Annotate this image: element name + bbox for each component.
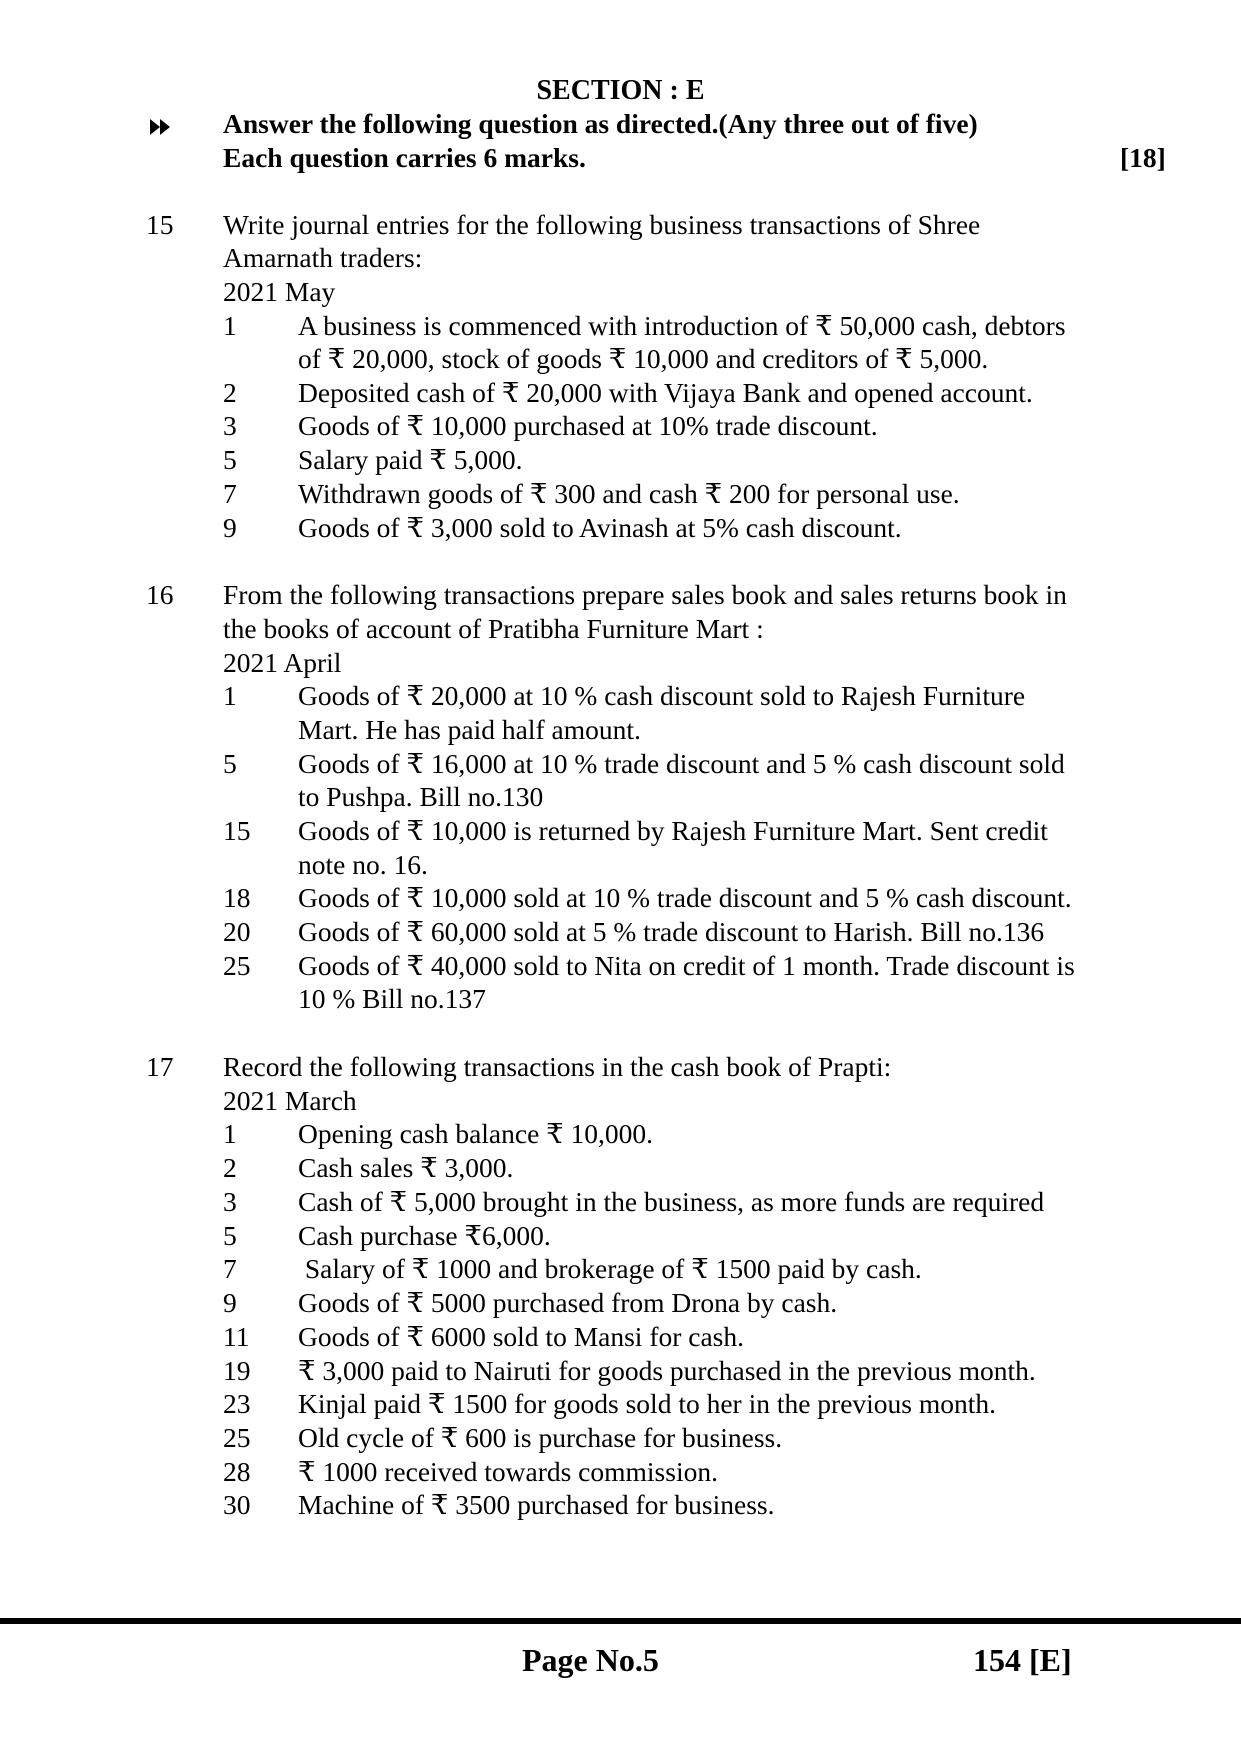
question-period: 2021 April [223, 647, 342, 678]
entry-text: Opening cash balance ₹ 10,000. [298, 1118, 654, 1149]
entry-text: Goods of ₹ 40,000 sold to Nita on credit of 1 month. Trade discount is [298, 950, 1075, 981]
entry-text: Cash sales ₹ 3,000. [298, 1152, 514, 1183]
entry-text: Goods of ₹ 10,000 purchased at 10% trade discount. [298, 410, 878, 441]
entry-date: 5 [223, 748, 237, 779]
entry-date: 2 [223, 377, 237, 408]
entry-text: Goods of ₹ 16,000 at 10 % trade discount and 5 % cash discount sold [298, 748, 1065, 779]
entry-text: Goods of ₹ 10,000 is returned by Rajesh Furniture Mart. Sent credit [298, 815, 1048, 846]
entry-date: 9 [223, 512, 237, 543]
entry-date: 28 [223, 1456, 251, 1487]
section-instruction: Answer the following question as directed.(Any three out of five) [223, 108, 978, 139]
entry-text: Goods of ₹ 20,000 at 10 % cash discount sold to Rajesh Furniture [298, 680, 1026, 711]
entry-date: 11 [223, 1321, 250, 1352]
entry-text: Kinjal paid ₹ 1500 for goods sold to her in the previous month. [298, 1388, 997, 1419]
entry-text: ₹ 1000 received towards commission. [298, 1456, 718, 1487]
entry-date: 18 [223, 882, 251, 913]
entry-date: 19 [223, 1355, 251, 1386]
entry-text: Cash of ₹ 5,000 brought in the business, as more funds are required [298, 1186, 1045, 1217]
entry-date: 20 [223, 916, 251, 947]
question-text: Amarnath traders: [223, 242, 423, 273]
entry-text: Mart. He has paid half amount. [298, 714, 641, 745]
entry-text: A business is commenced with introduction of ₹ 50,000 cash, debtors [298, 310, 1066, 341]
entry-date: 7 [223, 478, 237, 509]
entry-text: Old cycle of ₹ 600 is purchase for business. [298, 1422, 783, 1453]
entry-date: 7 [223, 1253, 237, 1284]
footer-divider [0, 1618, 1241, 1624]
question-period: 2021 March [223, 1085, 357, 1116]
question-text: the books of account of Pratibha Furniture Mart : [223, 613, 764, 644]
question-number: 17 [146, 1051, 174, 1082]
entry-text: Salary paid ₹ 5,000. [298, 444, 523, 475]
question-number: 15 [146, 209, 174, 240]
question-text: Write journal entries for the following business transactions of Shree [223, 209, 981, 240]
question-text: From the following transactions prepare sales book and sales returns book in [223, 579, 1067, 610]
entry-date: 1 [223, 1118, 237, 1149]
entry-date: 23 [223, 1388, 251, 1419]
entry-date: 3 [223, 410, 237, 441]
entry-text: Deposited cash of ₹ 20,000 with Vijaya Bank and opened account. [298, 377, 1033, 408]
double-arrow-right-icon [148, 116, 174, 138]
entry-date: 1 [223, 680, 237, 711]
entry-text: to Pushpa. Bill no.130 [298, 781, 544, 812]
entry-date: 9 [223, 1287, 237, 1318]
entry-text: Cash purchase ₹6,000. [298, 1220, 551, 1251]
entry-date: 15 [223, 815, 251, 846]
entry-text: Goods of ₹ 6000 sold to Mansi for cash. [298, 1321, 745, 1352]
section-marks: [18] [1120, 142, 1166, 173]
entry-text: note no. 16. [298, 849, 428, 880]
entry-text: Goods of ₹ 60,000 sold at 5 % trade discount to Harish. Bill no.136 [298, 916, 1045, 947]
entry-text: 10 % Bill no.137 [298, 983, 486, 1014]
entry-date: 3 [223, 1186, 237, 1217]
question-text: Record the following transactions in the cash book of Prapti: [223, 1051, 892, 1082]
question-number: 16 [146, 579, 174, 610]
entry-date: 30 [223, 1489, 251, 1520]
entry-date: 25 [223, 1422, 251, 1453]
entry-text: ₹ 3,000 paid to Nairuti for goods purchased in the previous month. [298, 1355, 1036, 1386]
section-title: SECTION : E [536, 75, 705, 106]
entry-text: of ₹ 20,000, stock of goods ₹ 10,000 and creditors of ₹ 5,000. [298, 343, 989, 374]
entry-text: Withdrawn goods of ₹ 300 and cash ₹ 200 for personal use. [298, 478, 960, 509]
entry-text: Goods of ₹ 5000 purchased from Drona by cash. [298, 1287, 838, 1318]
entry-text: Goods of ₹ 3,000 sold to Avinash at 5% cash discount. [298, 512, 902, 543]
entry-date: 5 [223, 444, 237, 475]
page-number: Page No.5 [522, 1642, 659, 1678]
question-period: 2021 May [223, 276, 336, 307]
section-marks-note: Each question carries 6 marks. [223, 142, 586, 173]
entry-date: 25 [223, 950, 251, 981]
entry-date: 2 [223, 1152, 237, 1183]
entry-text: Goods of ₹ 10,000 sold at 10 % trade discount and 5 % cash discount. [298, 882, 1072, 913]
entry-text: Machine of ₹ 3500 purchased for business. [298, 1489, 775, 1520]
paper-code: 154 [E] [973, 1642, 1072, 1678]
entry-date: 1 [223, 310, 237, 341]
entry-text: Salary of ₹ 1000 and brokerage of ₹ 1500 paid by cash. [298, 1253, 922, 1284]
entry-date: 5 [223, 1220, 237, 1251]
